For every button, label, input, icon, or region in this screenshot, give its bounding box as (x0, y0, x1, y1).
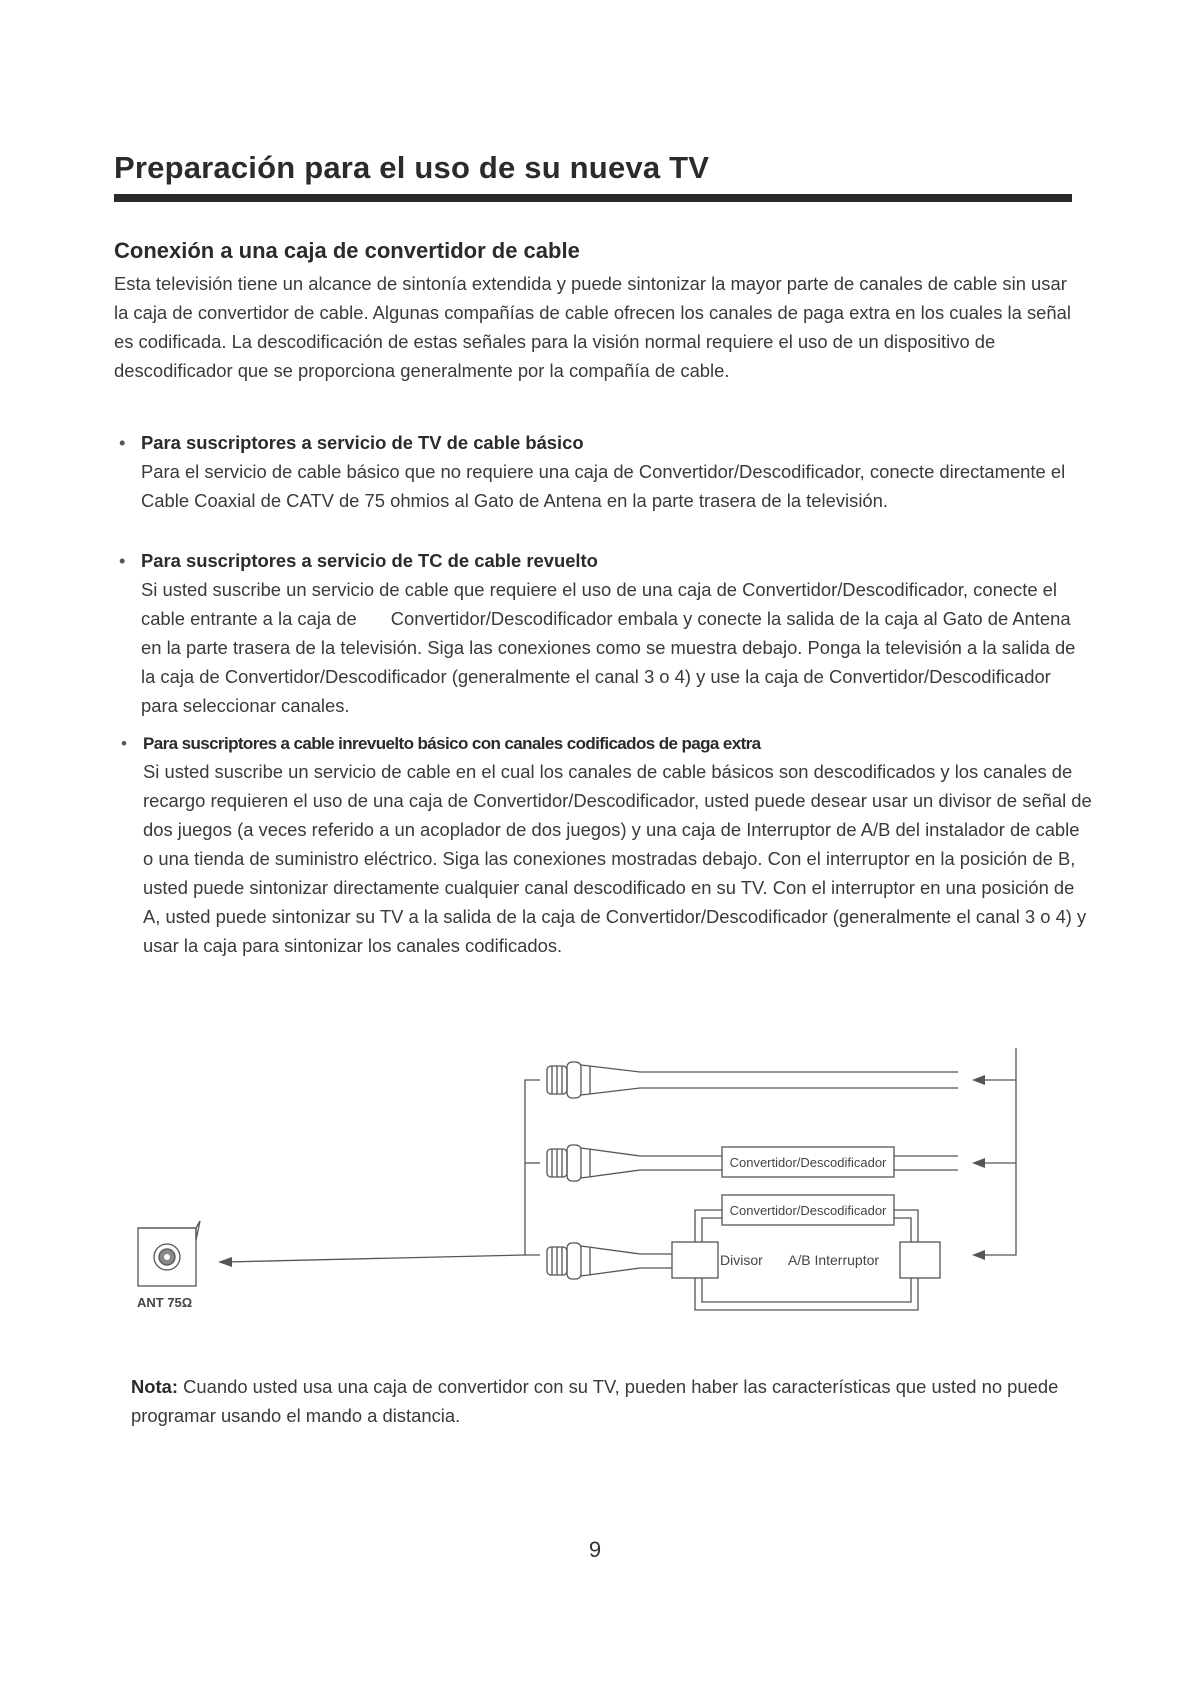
ab-switch-box (900, 1242, 940, 1278)
bullet-body-premium-channels: Si usted suscribe un servicio de cable en el cual los canales de cable básicos son descodificados y los canales de recargo requieren el uso de una caja de Convertidor/Descodificador, usted puede desear usar un divisor de señal de dos juegos (a veces referido a un acoplador de dos juegos) y una caja de Interruptor de A/B del instalador de cable o una tienda de suministro eléctrico. Siga las conexiones mostradas debajo. Con el interruptor en la posición de B, usted puede sintonizar directamente cualquier canal descodificado en su TV. Con el interruptor en una posición de A, usted puede sintonizar su TV a la salida de la caja de Convertidor/Descodificador (generalmente el canal 3 o 4) y usar la caja para sintonizar los canales codificados. (143, 761, 1092, 956)
splitter-loop-bottom-inner (702, 1278, 911, 1302)
ab-switch-label: A/B Interruptor (788, 1252, 880, 1268)
coax-connector-3 (547, 1243, 640, 1279)
antenna-jack-icon (138, 1221, 200, 1286)
coax-connector-1 (547, 1062, 640, 1098)
return-arrow-3 (972, 1250, 985, 1260)
splitter-loop-bottom (695, 1278, 918, 1310)
note-paragraph (131, 1372, 1091, 1430)
page-title: Preparación para el uso de su nueva TV (114, 150, 710, 185)
antenna-label: ANT 75Ω (137, 1295, 193, 1310)
bullet-body-scrambled-part2: Convertidor/Descodificador embala y conecte la salida de la caja al Gato de Antena en la parte trasera de la televisión. Siga las conexiones como se muestra debajo. Ponga la televisión a la salida de la caja de Convertidor/Descodificador (generalmente el canal 3 o 4) y use la caja de Convertidor/Descodificador para seleccionar canales. (141, 608, 1076, 716)
bracket-line (525, 1080, 540, 1255)
return-bracket (980, 1048, 1016, 1255)
return-arrow-1 (972, 1075, 985, 1085)
intro-paragraph: Esta televisión tiene un alcance de sintonía extendida y puede sintonizar la mayor parte de canales de cable sin usar la caja de convertidor de cable. Algunas compañías de cable ofrecen los canales de paga extra en los cuales la señal es codificada. La descodificación de estas señales para la visión normal requiere el uso de un dispositivo de descodificador que se proporciona generalmente por la compañía de cable. (114, 273, 1071, 381)
bullet-body-basic-cable: Para el servicio de cable básico que no requiere una caja de Convertidor/Descodificador, conecte directamente el Cable Coaxial de CATV de 75 ohmios al Gato de Antena en la parte trasera de la televisión. (141, 461, 1066, 511)
return-arrow-2 (972, 1158, 985, 1168)
converter-label-2: Convertidor/Descodificador (729, 1203, 887, 1218)
page-number: 9 (588, 1537, 602, 1562)
splitter-loop-top-inner (702, 1218, 911, 1242)
bullet-heading-basic-cable: • Para suscriptores a servicio de TV de cable básico (141, 428, 584, 457)
bullet-body-scrambled-part1: Si usted suscribe un servicio de cable que requiere el uso de una caja de Convertidor/Descodificador, conecte el cable entrante a la caja de (141, 579, 1057, 629)
note-text: Cuando usted usa una caja de convertidor con su TV, pueden haber las características que usted no puede programar usando el mando a distancia. (131, 1376, 1059, 1426)
bullet-heading-premium-channels: • Para suscriptores a cable inrevuelto básico con canales codificados de paga extra (143, 729, 761, 758)
converter-label-1: Convertidor/Descodificador (729, 1155, 887, 1170)
note-label: Nota: (131, 1376, 178, 1397)
bullet-heading-scrambled-cable: • Para suscriptores a servicio de TC de cable revuelto (141, 546, 598, 575)
divisor-box (672, 1242, 718, 1278)
antenna-arrow (218, 1257, 232, 1267)
divisor-label: Divisor (720, 1252, 763, 1268)
coax-connector-2 (547, 1145, 640, 1181)
antenna-line (225, 1255, 525, 1262)
section-title: Conexión a una caja de convertidor de cable (114, 238, 580, 263)
